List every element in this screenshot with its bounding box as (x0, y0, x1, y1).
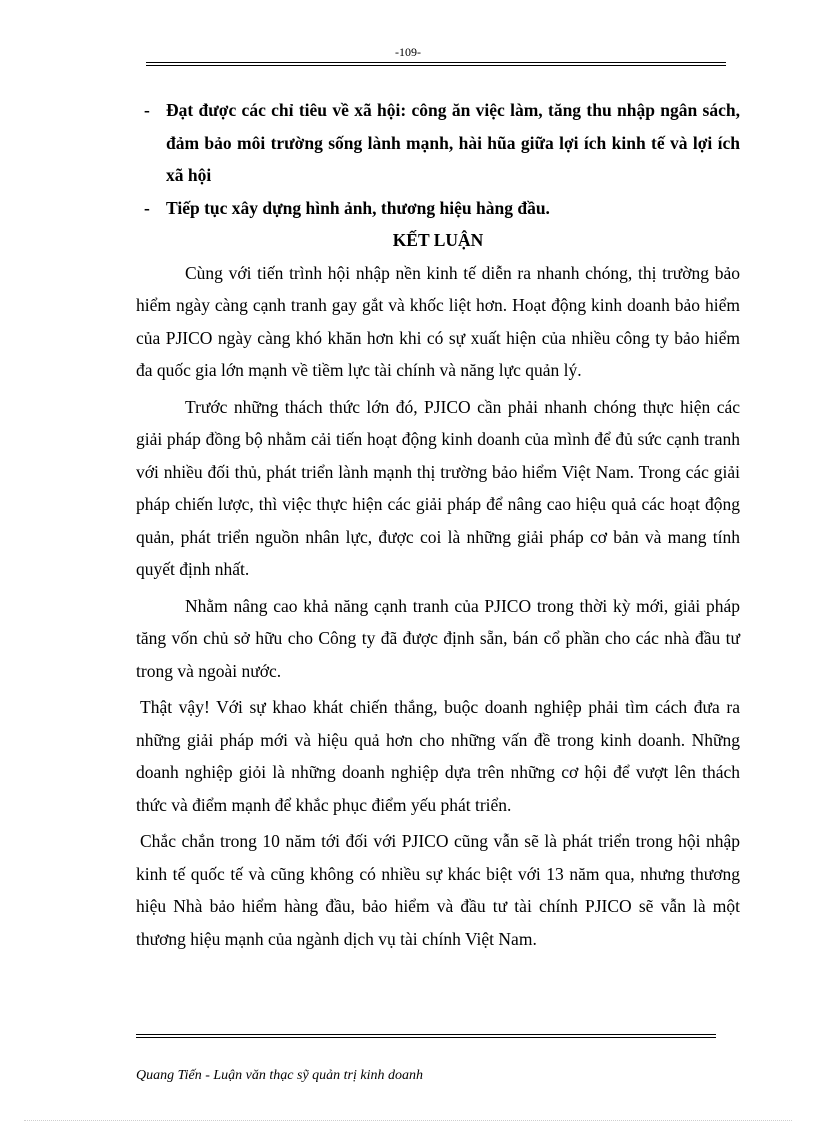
document-body (136, 94, 740, 955)
bullet-text: Tiếp tục xây dựng hình ảnh, thương hiệu hàng đầu. (166, 197, 550, 218)
bullet-text: Đạt được các chỉ tiêu về xã hội: công ăn việc làm, tăng thu nhập ngân sách, đảm bảo môi trường sống lành mạnh, hài hũa giữa lợi ích kinh tế và lợi ích xã hội (166, 100, 740, 185)
footer-rule-top (136, 1034, 716, 1035)
paragraph-challenges: Trước những thách thức lớn đó, PJICO cần phải nhanh chóng thực hiện các giải pháp đồng bộ nhằm cải tiến hoạt động kinh doanh của mình để đủ sức cạnh tranh với nhiều đối thủ, phát triển lành mạnh thị trường bảo hiểm Việt Nam. Trong các giải pháp chiến lược, thì việc thực hiện các giải pháp để nâng cao hiệu quả các hoạt động quản, phát triển nguồn nhân lực, được coi là những giải pháp cơ bản và mang tính quyết định nhất. (136, 396, 740, 579)
bullet-item-social-targets (136, 94, 740, 192)
section-title: KẾT LUẬN (392, 230, 484, 250)
footer-text: Quang Tiến - Luận văn thạc sỹ quản trị kinh doanh (136, 1068, 423, 1083)
bullet-marker: - (144, 197, 150, 218)
header-rule-bottom (146, 65, 726, 66)
page-edge-divider (24, 1120, 792, 1121)
footer-rule-bottom (136, 1037, 716, 1038)
paragraph-competition: Thật vậy! Với sự khao khát chiến thắng, buộc doanh nghiệp phải tìm cách đưa ra những giải pháp mới và hiệu quả hơn cho những vấn đề trong kinh doanh. Những doanh nghiệp giỏi là những doanh nghiệp dựa trên những cơ hội để vượt lên thách thức và điểm mạnh để khắc phục điểm yếu phát triển. (136, 697, 740, 815)
paragraph-integration: Cùng với tiến trình hội nhập nền kinh tế diễn ra nhanh chóng, thị trường bảo hiểm ngày càng cạnh tranh gay gắt và khốc liệt hơn. Hoạt động kinh doanh bảo hiểm của PJICO ngày càng khó khăn hơn khi có sự xuất hiện của nhiều công ty bảo hiểm đa quốc gia lớn mạnh về tiềm lực tài chính và năng lực quản lý. (136, 262, 740, 380)
bullet-marker: - (144, 100, 150, 120)
paragraph-capital: Nhằm nâng cao khả năng cạnh tranh của PJICO trong thời kỳ mới, giải pháp tăng vốn chủ sở hữu cho Công ty đã được định sẵn, bán cổ phần cho các nhà đầu tư trong và ngoài nước. (136, 595, 740, 681)
header-rule-top (146, 62, 726, 63)
page-number: -109- (395, 45, 421, 59)
bullet-item-brand (136, 192, 740, 225)
paragraph-outlook: Chắc chắn trong 10 năm tới đối với PJICO cũng vẫn sẽ là phát triển trong hội nhập kinh tế quốc tế và cũng không có nhiều sự khác biệt với 13 năm qua, nhưng thương hiệu Nhà bảo hiểm hàng đầu, bảo hiểm và đầu tư tài chính PJICO sẽ vẫn là một thương hiệu mạnh của ngành dịch vụ tài chính Việt Nam. (136, 831, 740, 949)
